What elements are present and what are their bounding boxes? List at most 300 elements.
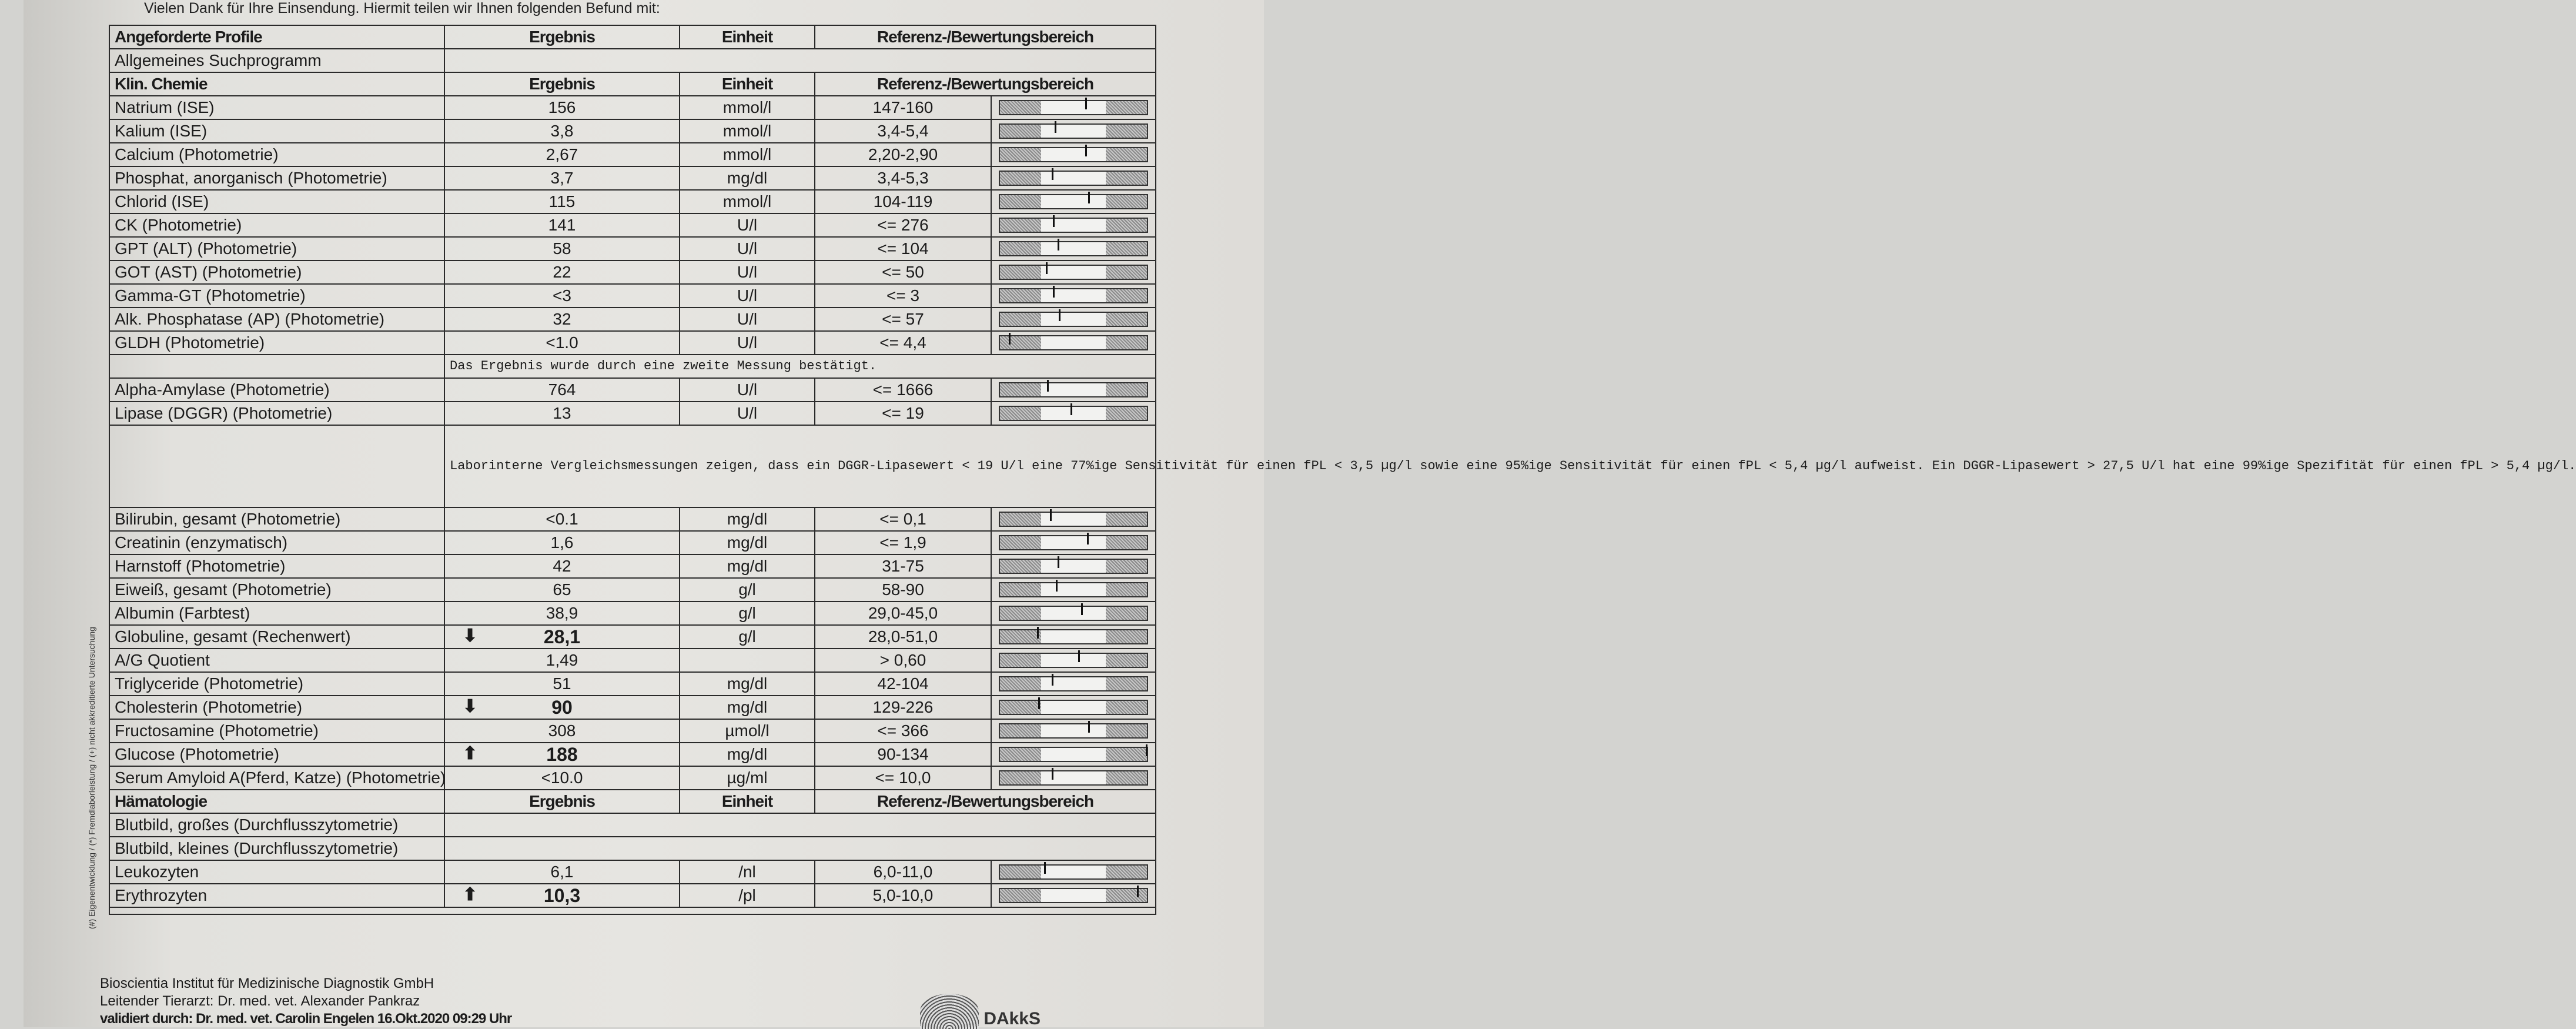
- reference-bar-low: [1000, 125, 1041, 138]
- result-value: 38,9: [546, 604, 578, 622]
- reference-bar-high: [1106, 219, 1147, 232]
- reference-bar-marker: [1085, 98, 1087, 109]
- reference-bar-low: [1000, 889, 1041, 902]
- reference-bar-high: [1106, 513, 1147, 526]
- test-result: [444, 743, 680, 766]
- test-unit: mg/dl: [680, 672, 815, 696]
- result-value: 42: [553, 557, 571, 575]
- reference-bar-high: [1106, 560, 1147, 573]
- reference-bar-marker: [1052, 768, 1053, 780]
- reference-bar-marker: [1044, 862, 1046, 874]
- reference-bar-marker: [1078, 650, 1080, 662]
- reference-bar-low: [1000, 266, 1041, 279]
- result-value: 3,7: [550, 169, 574, 187]
- reference-bar-cell: [991, 578, 1156, 602]
- arrow-up-icon: ⬆: [463, 744, 478, 763]
- table-row: [109, 166, 1156, 190]
- header-unit: Einheit: [680, 25, 815, 49]
- test-reference: 104-119: [815, 190, 991, 213]
- test-result: [444, 602, 680, 625]
- result-value: 51: [553, 674, 571, 693]
- test-unit: U/l: [680, 308, 815, 331]
- reference-bar-marker: [1081, 603, 1083, 615]
- reference-bar: [999, 512, 1148, 527]
- seal-logo-icon: [920, 994, 979, 1029]
- reference-bar-low: [1000, 289, 1041, 302]
- table-row: [109, 378, 1156, 402]
- reference-bar-high: [1106, 889, 1147, 902]
- arrow-down-icon: ⬇: [463, 626, 478, 646]
- reference-bar-low: [1000, 242, 1041, 255]
- reference-bar-cell: [991, 308, 1156, 331]
- result-value: 58: [553, 239, 571, 258]
- arrow-up-icon: ⬆: [463, 885, 478, 904]
- test-reference: 5,0-10,0: [815, 884, 991, 907]
- test-unit: g/l: [680, 602, 815, 625]
- test-result: [444, 331, 680, 355]
- reference-bar-high: [1106, 771, 1147, 784]
- reference-bar-cell: [991, 766, 1156, 790]
- reference-bar-cell: [991, 190, 1156, 213]
- test-result: [444, 402, 680, 425]
- test-result: [444, 884, 680, 907]
- test-reference: <= 1666: [815, 378, 991, 402]
- reference-bar: [999, 676, 1148, 691]
- reference-bar-high: [1106, 607, 1147, 620]
- reference-bar-cell: [991, 719, 1156, 743]
- reference-bar-marker: [1087, 533, 1089, 544]
- result-value: 308: [548, 721, 576, 740]
- reference-bar-marker: [1038, 697, 1040, 709]
- profile-empty: [444, 837, 1156, 860]
- reference-bar-high: [1106, 748, 1147, 761]
- result-value: 32: [553, 310, 571, 328]
- reference-bar-marker: [1047, 380, 1049, 392]
- reference-bar-high: [1106, 583, 1147, 596]
- arrow-down-icon: ⬇: [463, 697, 478, 716]
- result-value: 90: [551, 697, 573, 718]
- note-row: [109, 355, 1156, 378]
- test-unit: /pl: [680, 884, 815, 907]
- reference-bar-cell: [991, 625, 1156, 649]
- test-unit: mg/dl: [680, 166, 815, 190]
- reference-bar: [999, 864, 1148, 880]
- table-row: [109, 719, 1156, 743]
- test-name: Gamma-GT (Photometrie): [109, 284, 444, 308]
- table-row: [109, 331, 1156, 355]
- reference-bar: [999, 406, 1148, 421]
- test-name: Eiweiß, gesamt (Photometrie): [109, 578, 444, 602]
- lab-report-table: [109, 25, 2576, 915]
- reference-bar: [999, 888, 1148, 903]
- reference-bar-marker: [1146, 744, 1148, 756]
- test-unit: mmol/l: [680, 143, 815, 166]
- result-value: <1.0: [546, 333, 578, 352]
- test-reference: 147-160: [815, 96, 991, 119]
- reference-bar-cell: [991, 554, 1156, 578]
- test-name: Creatinin (enzymatisch): [109, 531, 444, 554]
- result-value: 28,1: [543, 626, 581, 647]
- test-reference: <= 4,4: [815, 331, 991, 355]
- reference-bar-low: [1000, 771, 1041, 784]
- reference-bar-cell: [991, 531, 1156, 554]
- test-unit: mmol/l: [680, 190, 815, 213]
- section-haema-reference-header: Referenz-/Bewertungsbereich: [815, 790, 1156, 813]
- reference-bar-low: [1000, 148, 1041, 161]
- test-reference: 28,0-51,0: [815, 625, 991, 649]
- test-unit: U/l: [680, 331, 815, 355]
- reference-bar-marker: [1088, 192, 1090, 203]
- test-name: Chlorid (ISE): [109, 190, 444, 213]
- note-spacer: [109, 355, 444, 378]
- reference-bar-marker: [1085, 145, 1087, 156]
- reference-bar: [999, 770, 1148, 786]
- test-name: Fructosamine (Photometrie): [109, 719, 444, 743]
- note-spacer: [109, 425, 444, 507]
- program-label: Allgemeines Suchprogramm: [109, 49, 444, 72]
- reference-bar-cell: [991, 260, 1156, 284]
- table-row: [109, 284, 1156, 308]
- reference-bar-marker: [1055, 121, 1056, 133]
- test-name: GOT (AST) (Photometrie): [109, 260, 444, 284]
- reference-bar-cell: [991, 166, 1156, 190]
- reference-bar-high: [1106, 289, 1147, 302]
- test-unit: µmol/l: [680, 719, 815, 743]
- test-reference: 3,4-5,4: [815, 119, 991, 143]
- reference-bar: [999, 265, 1148, 280]
- test-result: [444, 237, 680, 260]
- test-reference: 31-75: [815, 554, 991, 578]
- reference-bar-cell: [991, 213, 1156, 237]
- reference-bar-marker: [1056, 580, 1058, 592]
- reference-bar-marker: [1053, 215, 1055, 227]
- reference-bar-high: [1106, 313, 1147, 326]
- reference-bar-marker: [1046, 262, 1048, 274]
- reference-bar-low: [1000, 654, 1041, 667]
- reference-bar-high: [1106, 195, 1147, 208]
- reference-bar-high: [1106, 125, 1147, 138]
- table-row: [109, 237, 1156, 260]
- section-haema-result-header: Ergebnis: [444, 790, 680, 813]
- test-reference: 129-226: [815, 696, 991, 719]
- reference-bar-cell: [991, 696, 1156, 719]
- reference-bar-marker: [1050, 509, 1052, 521]
- table-row: [109, 766, 1156, 790]
- test-name: Serum Amyloid A(Pferd, Katze) (Photometrie): [109, 766, 444, 790]
- result-value: 3,8: [550, 122, 574, 140]
- footer: [100, 975, 511, 1028]
- reference-bar-marker: [1052, 168, 1053, 180]
- test-reference: 6,0-11,0: [815, 860, 991, 884]
- table-row: [109, 260, 1156, 284]
- test-result: [444, 96, 680, 119]
- test-name: Bilirubin, gesamt (Photometrie): [109, 507, 444, 531]
- test-unit: U/l: [680, 402, 815, 425]
- table-row: [109, 649, 1156, 672]
- test-name: Albumin (Farbtest): [109, 602, 444, 625]
- test-result: [444, 308, 680, 331]
- reference-bar-marker: [1058, 556, 1059, 568]
- section-haema-unit-header: Einheit: [680, 790, 815, 813]
- reference-bar-low: [1000, 195, 1041, 208]
- reference-bar-low: [1000, 383, 1041, 396]
- test-reference: <= 276: [815, 213, 991, 237]
- test-reference: <= 3: [815, 284, 991, 308]
- reference-bar: [999, 606, 1148, 621]
- reference-bar-marker: [1053, 286, 1055, 298]
- section-chemie-result-header: Ergebnis: [444, 72, 680, 96]
- test-unit: /nl: [680, 860, 815, 884]
- reference-bar-high: [1106, 172, 1147, 185]
- reference-bar: [999, 653, 1148, 668]
- result-value: 141: [548, 216, 576, 234]
- reference-bar: [999, 147, 1148, 162]
- test-result: [444, 860, 680, 884]
- test-result: [444, 213, 680, 237]
- footer-institute: Bioscientia Institut für Medizinische Diagnostik GmbH: [100, 975, 434, 991]
- reference-bar-cell: [991, 672, 1156, 696]
- test-result: [444, 284, 680, 308]
- reference-bar: [999, 559, 1148, 574]
- test-result: [444, 719, 680, 743]
- test-unit: mg/dl: [680, 696, 815, 719]
- test-name: A/G Quotient: [109, 649, 444, 672]
- reference-bar-marker: [1037, 627, 1039, 639]
- header-profile: Angeforderte Profile: [109, 25, 444, 49]
- dakks-logo: DAkkS: [983, 1009, 1041, 1028]
- reference-bar-cell: [991, 237, 1156, 260]
- closing-row: [109, 907, 1156, 914]
- program-empty: [444, 49, 1156, 72]
- table-row: [109, 578, 1156, 602]
- test-reference: <= 57: [815, 308, 991, 331]
- test-result: [444, 119, 680, 143]
- reference-bar-cell: [991, 860, 1156, 884]
- reference-bar-low: [1000, 101, 1041, 114]
- reference-bar-cell: [991, 884, 1156, 907]
- test-result: [444, 766, 680, 790]
- test-result: [444, 578, 680, 602]
- test-reference: > 0,60: [815, 649, 991, 672]
- logos: [920, 994, 1041, 1029]
- test-name: Calcium (Photometrie): [109, 143, 444, 166]
- result-value: 6,1: [550, 863, 574, 881]
- reference-bar-cell: [991, 649, 1156, 672]
- result-value: 2,67: [546, 145, 578, 163]
- test-name: Cholesterin (Photometrie): [109, 696, 444, 719]
- test-unit: U/l: [680, 213, 815, 237]
- test-unit: [680, 649, 815, 672]
- reference-bar: [999, 535, 1148, 550]
- reference-bar-low: [1000, 407, 1041, 420]
- section-chemie: Klin. Chemie: [109, 72, 444, 96]
- result-value: 65: [553, 580, 571, 599]
- reference-bar-low: [1000, 536, 1041, 549]
- reference-bar: [999, 700, 1148, 715]
- test-name: Alpha-Amylase (Photometrie): [109, 378, 444, 402]
- test-reference: 29,0-45,0: [815, 602, 991, 625]
- reference-bar: [999, 100, 1148, 115]
- test-name: Kalium (ISE): [109, 119, 444, 143]
- test-reference: 90-134: [815, 743, 991, 766]
- test-reference: <= 19: [815, 402, 991, 425]
- reference-bar-low: [1000, 560, 1041, 573]
- test-reference: <= 50: [815, 260, 991, 284]
- result-value: 1,6: [550, 533, 574, 552]
- reference-bar-cell: [991, 743, 1156, 766]
- result-value: 1,49: [546, 651, 578, 669]
- table-row: [109, 813, 1156, 837]
- reference-bar: [999, 241, 1148, 256]
- table-row: [109, 190, 1156, 213]
- reference-bar-high: [1106, 866, 1147, 878]
- test-unit: U/l: [680, 237, 815, 260]
- side-note: (#) Eigenentwicklung / (*) Fremdlaborleistung / (+) nicht akkreditierte Untersuchung: [87, 627, 96, 929]
- test-result: [444, 166, 680, 190]
- reference-bar-low: [1000, 583, 1041, 596]
- profile-name: Blutbild, großes (Durchflusszytometrie): [109, 813, 444, 837]
- reference-bar: [999, 218, 1148, 233]
- result-value: 764: [548, 380, 576, 399]
- result-value: <10.0: [541, 769, 583, 787]
- table-row: [109, 531, 1156, 554]
- reference-bar-low: [1000, 724, 1041, 737]
- test-result: [444, 672, 680, 696]
- reference-bar: [999, 582, 1148, 597]
- test-reference: <= 1,9: [815, 531, 991, 554]
- test-name: Leukozyten: [109, 860, 444, 884]
- section-haema-row: [109, 790, 1156, 813]
- reference-bar-low: [1000, 513, 1041, 526]
- test-result: [444, 649, 680, 672]
- table-row: [109, 213, 1156, 237]
- reference-bar-low: [1000, 866, 1041, 878]
- reference-bar-high: [1106, 630, 1147, 643]
- reference-bar: [999, 382, 1148, 397]
- table-row: [109, 696, 1156, 719]
- section-chemie-row: [109, 72, 1156, 96]
- reference-bar: [999, 194, 1148, 209]
- result-value: 188: [546, 744, 578, 765]
- reference-bar-low: [1000, 748, 1041, 761]
- reference-bar-high: [1106, 383, 1147, 396]
- test-result: [444, 531, 680, 554]
- test-unit: U/l: [680, 284, 815, 308]
- reference-bar: [999, 288, 1148, 303]
- test-unit: µg/ml: [680, 766, 815, 790]
- test-name: Harnstoff (Photometrie): [109, 554, 444, 578]
- note-row: [109, 425, 1156, 507]
- table-row: [109, 554, 1156, 578]
- result-value: <3: [553, 286, 571, 305]
- reference-bar-marker: [1052, 674, 1053, 686]
- test-unit: g/l: [680, 625, 815, 649]
- note-text: Das Ergebnis wurde durch eine zweite Messung bestätigt.: [444, 355, 1156, 378]
- reference-bar: [999, 312, 1148, 327]
- note-text: Laborinterne Vergleichsmessungen zeigen, dass ein DGGR-Lipasewert < 19 U/l eine 77%ige Sensitivität für einen fPL < 3,5 µg/l sowie eine 95%ige Sensitivität für einen fPL < 5,4 µg/l aufweist. Ein DGGR-Lipasewert > 27,5 U/l hat eine 99%ige Spezifität für einen fPL > 5,4 µg/l.: [444, 425, 1156, 507]
- test-unit: mg/dl: [680, 554, 815, 578]
- reference-bar-cell: [991, 119, 1156, 143]
- table-row: [109, 143, 1156, 166]
- result-value: 13: [553, 404, 571, 422]
- reference-bar-marker: [1088, 721, 1090, 733]
- reference-bar: [999, 171, 1148, 186]
- test-result: [444, 554, 680, 578]
- test-result: [444, 378, 680, 402]
- reference-bar-high: [1106, 654, 1147, 667]
- reference-bar-cell: [991, 143, 1156, 166]
- reference-bar-high: [1106, 336, 1147, 349]
- header-reference: Referenz-/Bewertungsbereich: [815, 25, 1156, 49]
- section-haema: Hämatologie: [109, 790, 444, 813]
- test-name: Natrium (ISE): [109, 96, 444, 119]
- test-unit: U/l: [680, 260, 815, 284]
- reference-bar-high: [1106, 266, 1147, 279]
- reference-bar: [999, 335, 1148, 350]
- test-unit: g/l: [680, 578, 815, 602]
- reference-bar-high: [1106, 701, 1147, 714]
- reference-bar-low: [1000, 219, 1041, 232]
- section-chemie-reference-header: Referenz-/Bewertungsbereich: [815, 72, 1156, 96]
- table-row: [109, 860, 1156, 884]
- intro-text: Vielen Dank für Ihre Einsendung. Hiermit teilen wir Ihnen folgenden Befund mit:: [144, 0, 660, 16]
- profile-name: Blutbild, kleines (Durchflusszytometrie): [109, 837, 444, 860]
- test-name: Glucose (Photometrie): [109, 743, 444, 766]
- test-reference: 3,4-5,3: [815, 166, 991, 190]
- table-row: [109, 602, 1156, 625]
- test-reference: 42-104: [815, 672, 991, 696]
- reference-bar-cell: [991, 507, 1156, 531]
- reference-bar-cell: [991, 402, 1156, 425]
- test-reference: <= 10,0: [815, 766, 991, 790]
- table-row: [109, 672, 1156, 696]
- test-unit: mg/dl: [680, 531, 815, 554]
- reference-bar-low: [1000, 607, 1041, 620]
- test-result: [444, 507, 680, 531]
- reference-bar-high: [1106, 724, 1147, 737]
- reference-bar-low: [1000, 336, 1041, 349]
- result-value: <0.1: [546, 510, 578, 528]
- test-result: [444, 625, 680, 649]
- test-unit: mg/dl: [680, 743, 815, 766]
- test-name: GLDH (Photometrie): [109, 331, 444, 355]
- footer-validated: validiert durch: Dr. med. vet. Carolin Engelen 16.Okt.2020 09:29 Uhr: [100, 1011, 512, 1027]
- test-unit: U/l: [680, 378, 815, 402]
- table-row: [109, 884, 1156, 907]
- reference-bar-high: [1106, 242, 1147, 255]
- test-reference: <= 366: [815, 719, 991, 743]
- table-row: [109, 743, 1156, 766]
- reference-bar-cell: [991, 284, 1156, 308]
- table-row: [109, 507, 1156, 531]
- test-unit: mg/dl: [680, 507, 815, 531]
- profile-empty: [444, 813, 1156, 837]
- test-name: Alk. Phosphatase (AP) (Photometrie): [109, 308, 444, 331]
- result-value: 115: [548, 192, 576, 211]
- test-unit: mmol/l: [680, 119, 815, 143]
- table-row: [109, 837, 1156, 860]
- test-result: [444, 696, 680, 719]
- section-chemie-unit-header: Einheit: [680, 72, 815, 96]
- program-row: [109, 49, 1156, 72]
- reference-bar-low: [1000, 630, 1041, 643]
- table-row: [109, 119, 1156, 143]
- reference-bar-cell: [991, 96, 1156, 119]
- reference-bar-high: [1106, 677, 1147, 690]
- test-name: Triglyceride (Photometrie): [109, 672, 444, 696]
- table-row: [109, 402, 1156, 425]
- test-name: Erythrozyten: [109, 884, 444, 907]
